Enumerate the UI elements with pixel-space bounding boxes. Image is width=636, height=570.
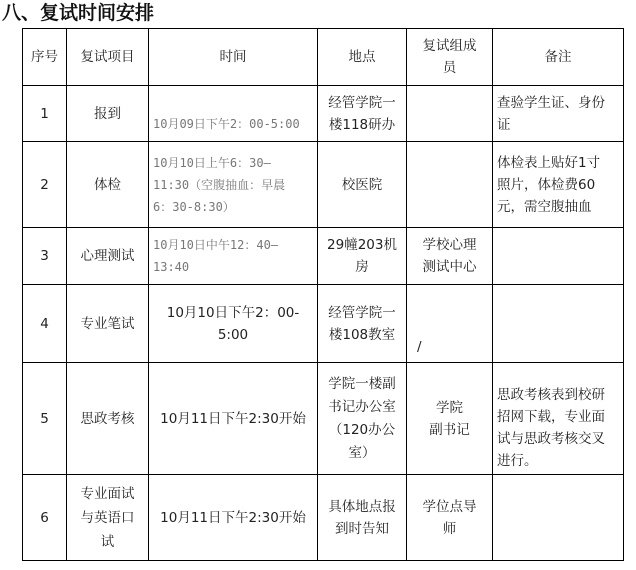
cell-no: 2 <box>23 142 67 228</box>
time-line3: 6：30-8:30） <box>153 199 235 214</box>
cell-group <box>407 363 493 475</box>
time-line2: 11:30（空腹抽血：早晨 <box>153 177 286 192</box>
time-line1: 10月10日中午12：40— <box>153 238 279 252</box>
section-heading: 八、复试时间安排 <box>2 2 155 24</box>
note-line4: 进行。 <box>497 453 538 469</box>
cell-group <box>407 228 493 285</box>
table-row <box>23 142 624 228</box>
place-line2: 楼108教室 <box>328 326 396 343</box>
place-line3: （120办公 <box>328 421 396 438</box>
place-line1: 29幢203机 <box>327 237 397 253</box>
table-row <box>23 475 624 561</box>
cell-no: 5 <box>23 363 67 475</box>
place-line1: 经管学院一 <box>328 94 396 111</box>
place-line1: 学院一楼副 <box>328 375 396 392</box>
header-row <box>23 29 624 86</box>
place-line2: 房 <box>355 259 369 275</box>
cell-note <box>493 363 624 475</box>
cell-note <box>493 475 624 561</box>
cell-item: 报到 <box>67 86 149 142</box>
cell-time <box>149 142 318 228</box>
item-line2: 与英语口 <box>80 509 135 526</box>
header-time: 时间 <box>149 29 318 86</box>
place-line2: 书记办公室 <box>328 398 396 415</box>
cell-item: 心理测试 <box>67 228 149 285</box>
cell-time: 10月10日下午2：00-5:00 <box>149 285 318 363</box>
cell-place <box>318 86 407 142</box>
header-group-line1: 复试组成 <box>422 38 477 54</box>
note-line1: 体检表上贴好1寸 <box>497 154 601 171</box>
cell-note <box>493 86 624 142</box>
place-line2: 楼118研办 <box>328 116 396 133</box>
note-line1: 思政考核表到校研 <box>497 387 605 403</box>
note-line3: 试与思政考核交叉 <box>497 431 605 447</box>
time-line1: 10月10日上午6：30— <box>153 155 271 170</box>
place-line1: 具体地点报 <box>328 498 396 515</box>
header-group <box>407 29 493 86</box>
group-line2: 副书记 <box>429 421 470 438</box>
cell-time: 10月11日下午2:30开始 <box>149 363 318 475</box>
header-item: 复试项目 <box>67 29 149 86</box>
cell-note <box>493 228 624 285</box>
cell-item <box>67 475 149 561</box>
note-line2: 证 <box>497 116 511 133</box>
cell-time: 10月11日下午2:30开始 <box>149 475 318 561</box>
cell-time <box>149 86 318 142</box>
group-line2: 测试中心 <box>422 259 477 275</box>
group-line1: 学位点导 <box>422 498 477 515</box>
item-line3: 试 <box>100 533 115 550</box>
schedule-table <box>22 28 624 561</box>
cell-note <box>493 142 624 228</box>
note-line3: 元，需空腹抽血 <box>497 198 592 215</box>
note-line2: 照片，体检费60 <box>497 176 596 193</box>
header-no: 序号 <box>23 29 67 86</box>
table-row <box>23 86 624 142</box>
group-line1: 学院 <box>436 399 463 416</box>
cell-place <box>318 475 407 561</box>
header-group-line2: 员 <box>442 60 457 76</box>
table-row <box>23 228 624 285</box>
time-line2: 13:40 <box>153 260 190 274</box>
cell-item: 体检 <box>67 142 149 228</box>
cell-group <box>407 285 493 363</box>
cell-item: 专业笔试 <box>67 285 149 363</box>
cell-no: 1 <box>23 86 67 142</box>
place-line2: 到时告知 <box>335 520 389 537</box>
cell-place: 校医院 <box>318 142 407 228</box>
cell-note <box>493 285 624 363</box>
group-slash: / <box>417 339 422 355</box>
table-row <box>23 285 624 363</box>
cell-group <box>407 475 493 561</box>
header-note: 备注 <box>493 29 624 86</box>
cell-place <box>318 363 407 475</box>
header-place: 地点 <box>318 29 407 86</box>
cell-group <box>407 86 493 142</box>
cell-no: 4 <box>23 285 67 363</box>
cell-place <box>318 285 407 363</box>
cell-time <box>149 228 318 285</box>
cell-no: 3 <box>23 228 67 285</box>
group-line2: 师 <box>442 520 457 537</box>
cell-no: 6 <box>23 475 67 561</box>
time-text: 10月09日下午2：00-5:00 <box>153 117 300 131</box>
note-line2: 招网下载，专业面 <box>497 409 605 425</box>
table-row <box>23 363 624 475</box>
place-line4: 室） <box>348 444 376 461</box>
cell-item: 思政考核 <box>67 363 149 475</box>
cell-place <box>318 228 407 285</box>
note-line1: 查验学生证、身份 <box>497 94 605 111</box>
item-line1: 专业面试 <box>80 485 135 502</box>
group-line1: 学校心理 <box>422 237 477 253</box>
place-line1: 经管学院一 <box>328 304 396 321</box>
cell-group <box>407 142 493 228</box>
